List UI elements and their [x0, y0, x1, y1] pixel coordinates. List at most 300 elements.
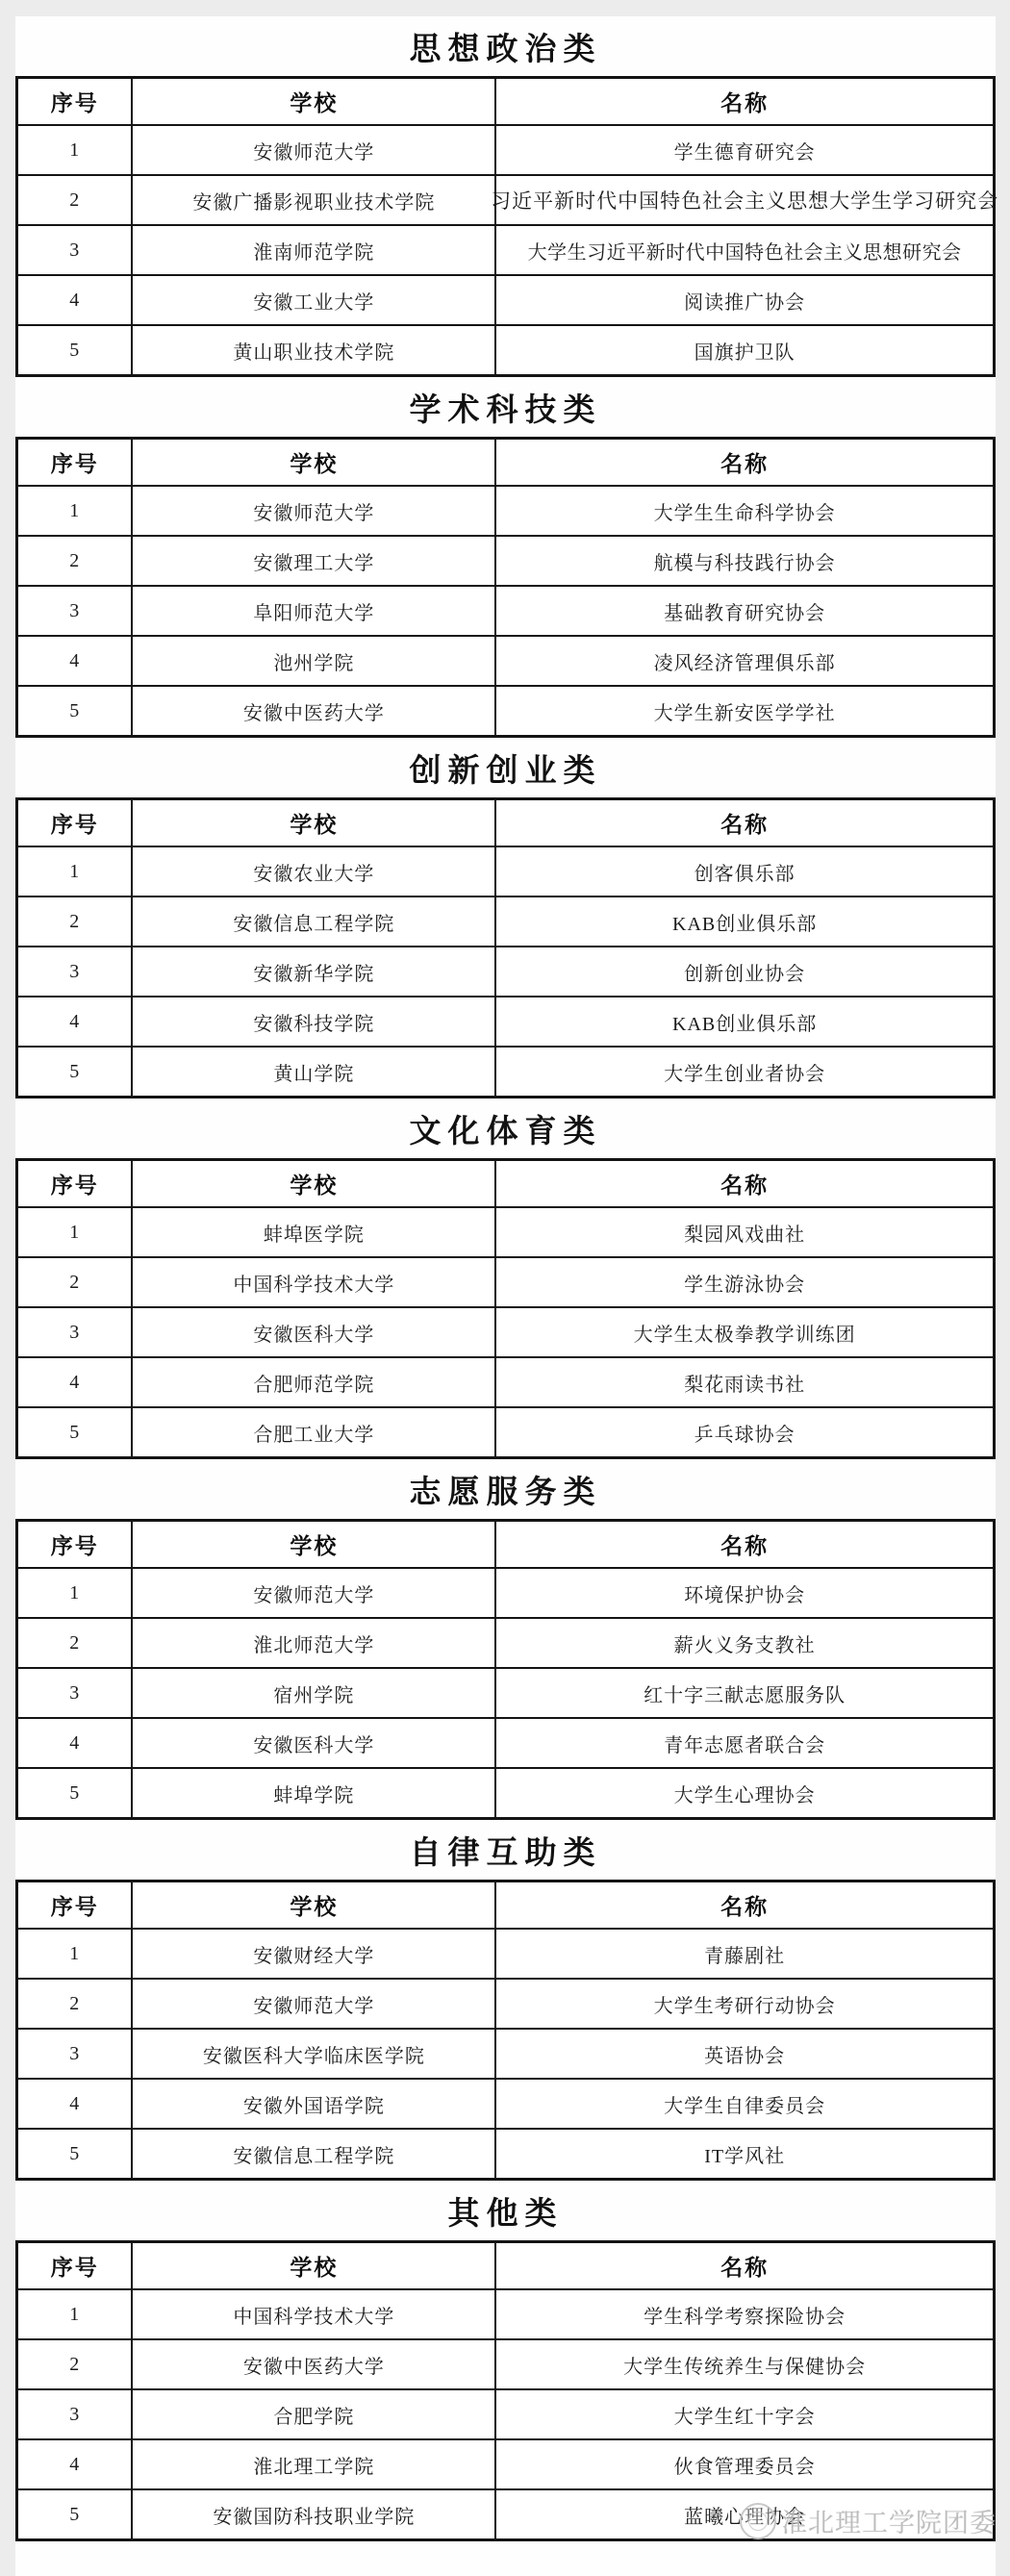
association-name: KAB创业俱乐部	[672, 913, 818, 935]
name-cell	[495, 2079, 994, 2129]
row-number: 4	[69, 1731, 81, 1754]
row-number-cell	[17, 325, 133, 376]
row-number: 4	[69, 1371, 81, 1393]
association-name: 大学生习近平新时代中国特色社会主义思想研究会	[527, 241, 962, 264]
name-column-header	[495, 1521, 994, 1569]
row-number-cell	[17, 997, 133, 1047]
row-number-cell	[17, 2489, 133, 2540]
no-column-header	[17, 1521, 133, 1569]
school-cell	[132, 1047, 495, 1098]
name-cell	[495, 2339, 994, 2389]
name-cell	[495, 1568, 994, 1618]
name-cell	[495, 1207, 994, 1257]
school-cell	[132, 2079, 495, 2129]
association-name: 梨园风戏曲社	[684, 1224, 806, 1246]
table-row	[17, 586, 995, 636]
table-row	[17, 1357, 995, 1407]
row-number: 2	[69, 1271, 81, 1293]
table-row	[17, 897, 995, 947]
name-cell	[495, 125, 994, 175]
row-number-cell	[17, 2129, 133, 2180]
school-cell	[132, 2289, 495, 2339]
row-number: 1	[69, 1942, 81, 1964]
association-table	[15, 1158, 996, 1459]
school-column-header	[132, 2242, 495, 2290]
association-name: 大学生新安医学学社	[653, 702, 836, 724]
table-row	[17, 1307, 995, 1357]
association-table	[15, 437, 996, 738]
school-cell	[132, 636, 495, 686]
section-title: 自律互助类	[409, 1835, 602, 1871]
row-number: 5	[69, 2503, 81, 2525]
school-cell	[132, 1979, 495, 2029]
row-number: 5	[69, 1060, 81, 1082]
row-number-cell	[17, 2289, 133, 2339]
association-name: 基础教育研究协会	[664, 602, 826, 624]
school-cell	[132, 586, 495, 636]
association-name: 青藤剧社	[704, 1945, 786, 1967]
name-cell	[491, 175, 999, 225]
row-number: 3	[69, 599, 81, 621]
name-cell	[495, 1407, 994, 1458]
school-cell	[132, 175, 495, 225]
association-name: 航模与科技践行协会	[653, 552, 836, 574]
category-section	[15, 1459, 996, 1820]
row-number-cell	[17, 636, 133, 686]
school-cell	[132, 1768, 495, 1819]
table-row	[17, 1668, 995, 1718]
table-row	[17, 1257, 995, 1307]
row-number: 2	[69, 2353, 81, 2375]
row-number: 4	[69, 1010, 81, 1032]
row-number: 1	[69, 2303, 81, 2325]
header-row	[17, 799, 995, 847]
row-number-cell	[17, 2339, 133, 2389]
school-cell	[132, 1407, 495, 1458]
table-row	[17, 2029, 995, 2079]
association-name: 青年志愿者联合会	[664, 1734, 826, 1756]
row-number-cell	[17, 225, 133, 275]
school-name: 宿州学院	[273, 1684, 355, 1706]
row-number-cell	[17, 1207, 133, 1257]
table-row	[17, 1768, 995, 1819]
school-name: 蚌埠医学院	[263, 1224, 365, 1246]
association-table	[15, 1519, 996, 1820]
table-row	[17, 686, 995, 737]
watermark	[740, 2502, 997, 2539]
name-column-label: 名称	[720, 2255, 770, 2280]
table-row	[17, 997, 995, 1047]
school-cell	[132, 997, 495, 1047]
school-name: 安徽新华学院	[253, 963, 375, 985]
association-name: 梨花雨读书社	[684, 1374, 806, 1396]
school-cell	[132, 125, 495, 175]
association-table	[15, 797, 996, 1099]
row-number-cell	[17, 1668, 133, 1718]
category-section	[15, 1099, 996, 1459]
association-name: 大学生心理协会	[673, 1784, 816, 1806]
association-name: 学生科学考察探险协会	[644, 2306, 846, 2328]
table-row	[17, 125, 995, 175]
row-number-cell	[17, 1929, 133, 1979]
table-row	[17, 225, 995, 275]
sections-container	[15, 16, 999, 2541]
school-cell	[132, 1357, 495, 1407]
no-column-header	[17, 1881, 133, 1930]
row-number-cell	[17, 125, 133, 175]
row-number: 1	[69, 860, 81, 882]
emblem-icon	[740, 2503, 776, 2539]
association-name: 创客俱乐部	[694, 863, 795, 885]
name-cell	[495, 586, 994, 636]
name-column-label: 名称	[720, 90, 770, 115]
name-cell	[495, 2439, 994, 2489]
section-title: 创新创业类	[409, 753, 602, 789]
table-row	[17, 1568, 995, 1618]
association-name: IT学风社	[704, 2145, 786, 2167]
school-name: 安徽医科大学临床医学院	[202, 2045, 425, 2067]
school-cell	[132, 2339, 495, 2389]
name-column-label: 名称	[720, 1533, 770, 1558]
category-section	[15, 738, 996, 1099]
row-number: 2	[69, 1992, 81, 2014]
name-cell	[495, 686, 994, 737]
school-name: 安徽外国语学院	[242, 2095, 385, 2117]
table-row	[17, 2339, 995, 2389]
association-name: 学生游泳协会	[684, 1274, 806, 1296]
school-cell	[132, 2129, 495, 2180]
school-cell	[132, 1929, 495, 1979]
section-title: 思想政治类	[409, 32, 602, 67]
school-cell	[132, 275, 495, 325]
name-cell	[495, 997, 994, 1047]
association-name: 环境保护协会	[684, 1584, 806, 1606]
header-row	[17, 1521, 995, 1569]
table-row	[17, 1047, 995, 1098]
row-number: 1	[69, 1221, 81, 1243]
school-name: 黄山职业技术学院	[233, 341, 395, 364]
school-name: 安徽广播影视职业技术学院	[192, 191, 436, 214]
school-column-label: 学校	[290, 812, 339, 837]
row-number-cell	[17, 1768, 133, 1819]
association-name: 蓝曦心理协会	[684, 2506, 806, 2528]
row-number: 5	[69, 699, 81, 721]
association-name: 学生德育研究会	[673, 141, 816, 164]
school-cell	[132, 486, 495, 536]
row-number: 2	[69, 189, 81, 211]
school-name: 合肥工业大学	[253, 1424, 375, 1446]
school-name: 安徽医科大学	[253, 1734, 375, 1756]
school-name: 安徽师范大学	[253, 1584, 375, 1606]
school-name: 安徽师范大学	[253, 1995, 375, 2017]
no-column-label: 序号	[50, 1894, 99, 1919]
category-section	[15, 16, 999, 377]
table-row	[17, 1718, 995, 1768]
row-number: 5	[69, 1781, 81, 1804]
school-name: 安徽理工大学	[253, 552, 375, 574]
name-cell	[495, 2289, 994, 2339]
table-row	[17, 1979, 995, 2029]
row-number: 2	[69, 1631, 81, 1654]
category-section	[15, 1820, 996, 2181]
header-row	[17, 2242, 995, 2290]
row-number: 1	[69, 499, 81, 521]
name-column-label: 名称	[720, 451, 770, 476]
table-row	[17, 2129, 995, 2180]
row-number: 2	[69, 549, 81, 571]
row-number: 4	[69, 2092, 81, 2114]
school-cell	[132, 1618, 495, 1668]
header-row	[17, 1881, 995, 1930]
table-row	[17, 486, 995, 536]
table-row	[17, 2289, 995, 2339]
name-cell	[495, 947, 994, 997]
row-number: 4	[69, 649, 81, 671]
school-cell	[132, 1718, 495, 1768]
name-cell	[495, 1718, 994, 1768]
association-name: 薪火义务支教社	[673, 1634, 816, 1656]
row-number-cell	[17, 175, 133, 225]
row-number: 2	[69, 910, 81, 932]
school-cell	[132, 897, 495, 947]
row-number-cell	[17, 1407, 133, 1458]
name-cell	[495, 2129, 994, 2180]
association-name: 大学生考研行动协会	[653, 1995, 836, 2017]
row-number: 3	[69, 1681, 81, 1704]
association-name: KAB创业俱乐部	[672, 1013, 818, 1035]
association-name: 大学生自律委员会	[664, 2095, 826, 2117]
association-table	[15, 2240, 996, 2541]
school-name: 淮北理工学院	[253, 2456, 375, 2478]
school-name: 中国科学技术大学	[233, 1274, 395, 1296]
row-number-cell	[17, 586, 133, 636]
name-cell	[495, 1307, 994, 1357]
table-row	[17, 2389, 995, 2439]
school-name: 黄山学院	[273, 1063, 355, 1085]
association-name: 乒乓球协会	[694, 1424, 795, 1446]
name-cell	[495, 1929, 994, 1979]
school-cell	[132, 1257, 495, 1307]
row-number-cell	[17, 486, 133, 536]
name-cell	[495, 1618, 994, 1668]
row-number: 4	[69, 289, 81, 311]
school-name: 合肥师范学院	[253, 1374, 375, 1396]
article-content	[15, 16, 999, 2576]
school-cell	[132, 2029, 495, 2079]
table-row	[17, 636, 995, 686]
name-cell	[495, 486, 994, 536]
header-row	[17, 1160, 995, 1208]
row-number: 5	[69, 1421, 81, 1443]
no-column-header	[17, 78, 133, 126]
school-name: 安徽医科大学	[253, 1324, 375, 1346]
row-number-cell	[17, 947, 133, 997]
no-column-header	[17, 439, 133, 487]
school-name: 安徽信息工程学院	[233, 2145, 395, 2167]
row-number: 1	[69, 139, 81, 161]
school-cell	[132, 1307, 495, 1357]
row-number-cell	[17, 1718, 133, 1768]
row-number: 3	[69, 1321, 81, 1343]
school-name: 淮南师范学院	[253, 241, 375, 264]
row-number-cell	[17, 1568, 133, 1618]
school-column-label: 学校	[290, 90, 339, 115]
school-cell	[132, 1207, 495, 1257]
row-number: 3	[69, 2042, 81, 2064]
row-number-cell	[17, 1047, 133, 1098]
association-name: 大学生传统养生与保健协会	[623, 2356, 867, 2378]
row-number: 5	[69, 339, 81, 361]
school-name: 安徽工业大学	[253, 291, 375, 314]
no-column-label: 序号	[50, 1173, 99, 1198]
table-row	[17, 536, 995, 586]
row-number-cell	[17, 1357, 133, 1407]
header-row	[17, 78, 995, 126]
school-cell	[132, 846, 495, 897]
row-number: 3	[69, 2403, 81, 2425]
table-row	[17, 325, 995, 376]
school-cell	[132, 686, 495, 737]
school-cell	[132, 1568, 495, 1618]
association-name: 英语协会	[704, 2045, 786, 2067]
table-row	[17, 175, 995, 225]
school-column-label: 学校	[290, 1533, 339, 1558]
header-row	[17, 439, 995, 487]
table-row	[17, 275, 995, 325]
name-cell	[495, 1768, 994, 1819]
no-column-label: 序号	[50, 451, 99, 476]
school-column-label: 学校	[290, 451, 339, 476]
name-column-header	[495, 1160, 994, 1208]
association-name: 创新创业协会	[684, 963, 806, 985]
section-title: 志愿服务类	[409, 1475, 602, 1510]
row-number-cell	[17, 536, 133, 586]
school-column-header	[132, 439, 495, 487]
name-cell	[495, 1668, 994, 1718]
no-column-label: 序号	[50, 90, 99, 115]
name-column-label: 名称	[720, 812, 770, 837]
association-name: 大学生创业者协会	[664, 1063, 826, 1085]
row-number-cell	[17, 1257, 133, 1307]
name-cell	[495, 536, 994, 586]
school-cell	[132, 225, 495, 275]
row-number-cell	[17, 275, 133, 325]
row-number-cell	[17, 897, 133, 947]
association-name: 习近平新时代中国特色社会主义思想大学生学习研究会	[491, 189, 999, 213]
name-column-label: 名称	[720, 1173, 770, 1198]
name-cell	[495, 897, 994, 947]
watermark-text: 淮北理工学院团委	[781, 2509, 997, 2538]
name-cell	[495, 275, 994, 325]
school-cell	[132, 325, 495, 376]
name-column-header	[495, 78, 994, 126]
school-column-header	[132, 1521, 495, 1569]
school-name: 安徽科技学院	[253, 1013, 375, 1035]
school-name: 中国科学技术大学	[233, 2306, 395, 2328]
section-title: 文化体育类	[409, 1114, 602, 1149]
school-name: 池州学院	[273, 652, 355, 674]
school-name: 安徽师范大学	[253, 141, 375, 164]
school-column-header	[132, 1160, 495, 1208]
row-number: 1	[69, 1581, 81, 1604]
school-column-header	[132, 799, 495, 847]
row-number: 5	[69, 2142, 81, 2164]
row-number: 4	[69, 2453, 81, 2475]
school-name: 阜阳师范大学	[253, 602, 375, 624]
row-number: 3	[69, 960, 81, 982]
name-column-label: 名称	[720, 1894, 770, 1919]
association-table	[15, 1880, 996, 2181]
table-row	[17, 2439, 995, 2489]
table-row	[17, 1207, 995, 1257]
school-name: 安徽信息工程学院	[233, 913, 395, 935]
row-number-cell	[17, 686, 133, 737]
school-name: 安徽农业大学	[253, 863, 375, 885]
name-cell	[495, 636, 994, 686]
table-row	[17, 2079, 995, 2129]
no-column-header	[17, 799, 133, 847]
name-cell	[495, 2029, 994, 2079]
no-column-label: 序号	[50, 2255, 99, 2280]
category-section	[15, 377, 996, 738]
table-row	[17, 947, 995, 997]
name-cell	[495, 325, 994, 376]
table-row	[17, 1407, 995, 1458]
association-name: 大学生太极拳教学训练团	[633, 1324, 856, 1346]
row-number-cell	[17, 2389, 133, 2439]
school-cell	[132, 2489, 495, 2540]
school-name: 合肥学院	[273, 2406, 355, 2428]
name-cell	[495, 1257, 994, 1307]
name-column-header	[495, 439, 994, 487]
association-table	[15, 76, 999, 377]
name-cell	[495, 1979, 994, 2029]
row-number-cell	[17, 2029, 133, 2079]
name-column-header	[495, 1881, 994, 1930]
row-number-cell	[17, 1307, 133, 1357]
no-column-header	[17, 1160, 133, 1208]
school-cell	[132, 1668, 495, 1718]
association-name: 大学生红十字会	[673, 2406, 816, 2428]
no-column-header	[17, 2242, 133, 2290]
no-column-label: 序号	[50, 1533, 99, 1558]
association-name: 阅读推广协会	[684, 291, 806, 314]
school-cell	[132, 2389, 495, 2439]
association-name: 伙食管理委员会	[673, 2456, 816, 2478]
row-number-cell	[17, 1979, 133, 2029]
name-column-header	[495, 2242, 994, 2290]
row-number-cell	[17, 2079, 133, 2129]
school-cell	[132, 2439, 495, 2489]
table-row	[17, 846, 995, 897]
school-cell	[132, 536, 495, 586]
association-name: 大学生生命科学协会	[653, 502, 836, 524]
school-column-label: 学校	[290, 2255, 339, 2280]
name-column-header	[495, 799, 994, 847]
association-name: 红十字三献志愿服务队	[644, 1684, 846, 1706]
row-number-cell	[17, 846, 133, 897]
row-number: 3	[69, 239, 81, 261]
no-column-label: 序号	[50, 812, 99, 837]
association-name: 凌风经济管理俱乐部	[653, 652, 836, 674]
school-name: 安徽中医药大学	[242, 2356, 385, 2378]
school-cell	[132, 947, 495, 997]
school-column-label: 学校	[290, 1894, 339, 1919]
school-name: 安徽国防科技职业学院	[213, 2506, 416, 2528]
table-row	[17, 1929, 995, 1979]
row-number-cell	[17, 1618, 133, 1668]
name-cell	[495, 846, 994, 897]
